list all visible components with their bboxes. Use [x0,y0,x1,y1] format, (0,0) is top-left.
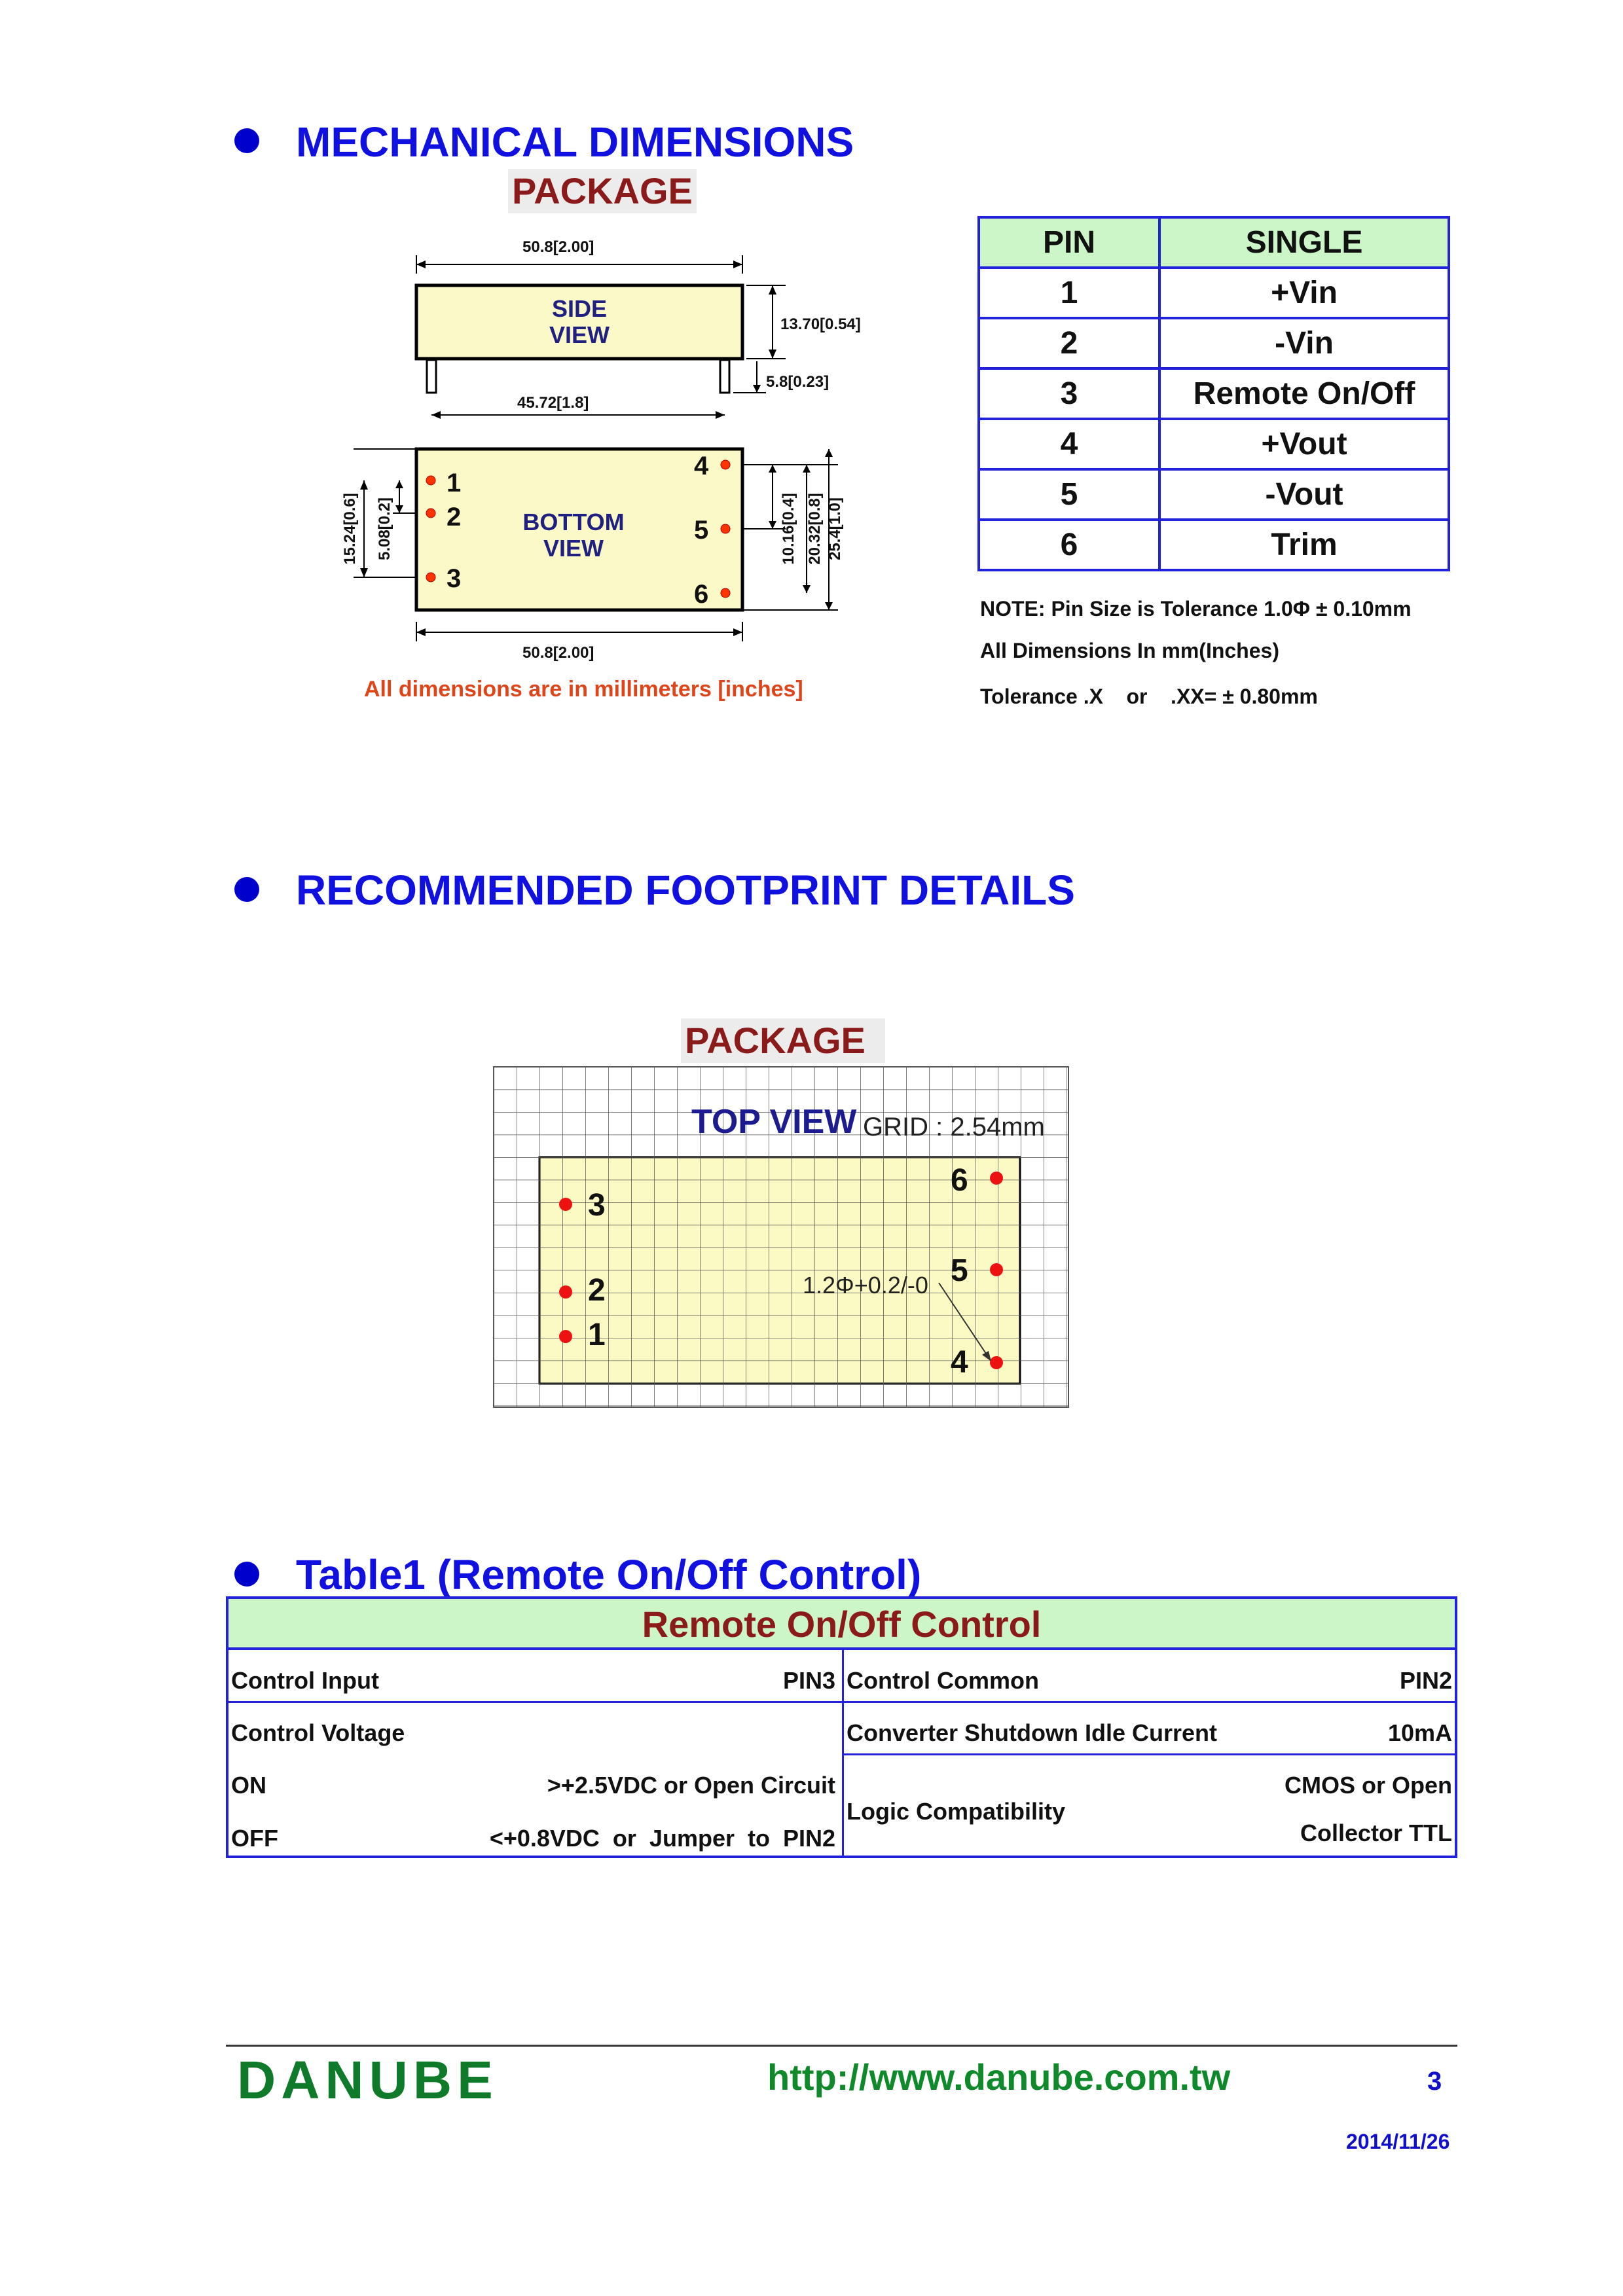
on-label: ON [231,1772,266,1799]
dim-height: 13.70[0.54] [780,315,861,333]
package-caption: All dimensions are in millimeters [inches] [364,677,803,702]
row-divider [844,1753,1457,1755]
hole-size-label: 1.2Φ+0.2/-0 [803,1272,928,1299]
fp-pin-3: 3 [588,1188,606,1223]
dim-left-inner: 5.08[0.2] [376,497,393,561]
fp-pin-6: 6 [951,1163,968,1198]
logic-compat-value-2: Collector TTL [1300,1820,1452,1846]
footer-url-link[interactable]: http://www.danube.com.tw [767,2056,1231,2098]
shutdown-current-value: 10mA [1387,1719,1452,1746]
pin-function: +Vin [1159,268,1449,318]
note-pin-size: NOTE: Pin Size is Tolerance 1.0Φ ± 0.10mm [980,597,1412,620]
logic-compat-value-1: CMOS or Open [1284,1772,1452,1799]
pkg-pin-1: 1 [447,469,462,497]
top-view-label: TOP VIEW [691,1103,857,1141]
footprint-hole [990,1356,1003,1369]
footprint-hole [990,1263,1003,1276]
pin-function: -Vout [1159,469,1449,520]
bottom-view-line1: BOTTOM [522,509,625,535]
dim-pin-length: 5.8[0.23] [766,373,830,391]
fp-pin-2: 2 [588,1273,606,1308]
footprint-hole [990,1172,1003,1185]
dim-right-1: 10.16[0.4] [780,493,797,565]
package-title: PACKAGE [508,169,697,213]
control-common-value: PIN2 [1399,1667,1452,1694]
fp-pin-4: 4 [951,1345,968,1380]
pin-function: Remote On/Off [1159,368,1449,419]
pin-number: 1 [979,268,1159,318]
fp-pin-1: 1 [588,1318,606,1352]
footer-rule [226,2045,1457,2047]
pin-number: 6 [979,520,1159,570]
off-label: OFF [231,1825,278,1852]
pkg-pin-6: 6 [694,580,709,609]
pkg-pin-2: 2 [447,503,462,531]
section-title-footprint: RECOMMENDED FOOTPRINT DETAILS [296,867,1075,914]
pin-function: +Vout [1159,419,1449,469]
remote-table-title: Remote On/Off Control [228,1599,1455,1650]
note-dimensions: All Dimensions In mm(Inches) [980,639,1279,662]
dim-right-3: 25.4[1.0] [826,497,844,561]
dim-top-width: 50.8[2.00] [522,238,594,256]
footprint-hole [559,1285,572,1299]
fp-pin-5: 5 [951,1253,968,1288]
pin-number: 3 [979,368,1159,419]
pkg-pin-3: 3 [447,564,462,593]
section-title-mechanical: MECHANICAL DIMENSIONS [296,118,854,166]
bottom-view-line2: VIEW [543,534,604,562]
on-value: >+2.5VDC or Open Circuit [547,1772,835,1799]
off-value: <+0.8VDC or Jumper to PIN2 [489,1825,835,1852]
pkg-pin-5: 5 [694,516,709,545]
control-voltage-label: Control Voltage [231,1719,405,1746]
footer-date: 2014/11/26 [1346,2130,1450,2153]
control-input-label: Control Input [231,1667,379,1694]
footprint-hole [559,1330,572,1343]
remote-control-table [226,1596,1457,1858]
dim-bottom-width: 50.8[2.00] [522,644,594,662]
brand-logo: DANUBE [237,2051,498,2110]
control-common-label: Control Common [847,1667,1039,1694]
dim-left-outer: 15.24[0.6] [341,493,359,565]
pin-function: -Vin [1159,318,1449,368]
pin-number: 2 [979,318,1159,368]
side-view-line2: VIEW [549,321,610,348]
footprint-hole [559,1198,572,1211]
dim-right-2: 20.32[0.8] [806,493,824,565]
pin-function: Trim [1159,520,1449,570]
pkg-pin-4: 4 [694,452,709,480]
single-header: SINGLE [1159,217,1449,268]
grid-label: GRID : 2.54mm [863,1113,1045,1141]
column-divider [842,1650,844,1858]
logic-compat-label: Logic Compatibility [847,1798,1066,1825]
page-number: 3 [1427,2067,1442,2096]
shutdown-current-label: Converter Shutdown Idle Current [847,1719,1218,1746]
section-title-table1: Table1 (Remote On/Off Control) [296,1551,922,1598]
note-tolerance: Tolerance .X or .XX= ± 0.80mm [980,685,1318,708]
footprint-package-title: PACKAGE [681,1018,885,1063]
pin-number: 5 [979,469,1159,520]
dim-pin-span: 45.72[1.8] [517,394,589,412]
pin-header: PIN [979,217,1159,268]
section-bullet [234,1562,259,1587]
side-view-line1: SIDE [551,295,608,322]
control-input-value: PIN3 [782,1667,835,1694]
pin-number: 4 [979,419,1159,469]
